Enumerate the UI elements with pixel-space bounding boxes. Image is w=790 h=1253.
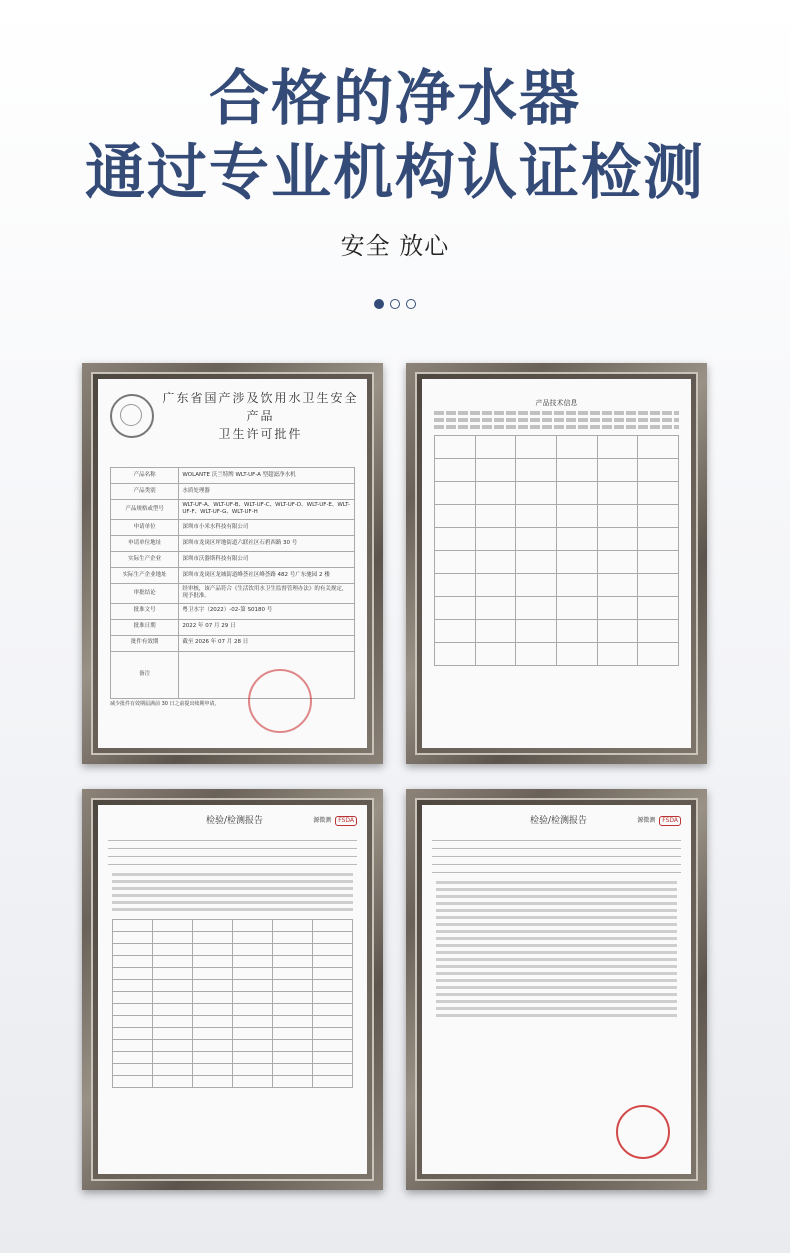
certificate-row	[111, 619, 355, 635]
certificate-field-value: 深圳市龙岗区龙城街道峰荟社区峰荟路 482 号广东驰园 2 楼	[179, 567, 355, 583]
lab-name: 源微测	[637, 817, 656, 825]
official-stamp-icon	[248, 669, 312, 733]
lab-logo	[313, 816, 357, 826]
certificate-field-label: 备注	[111, 651, 179, 698]
framed-test-report-2	[406, 789, 707, 1190]
certificate-subtitle: 卫生许可批件	[218, 427, 303, 441]
certificate-field-value: 粤卫水字（2022）-02-第 S0180 号	[179, 603, 355, 619]
lab-badge: FSDA	[335, 816, 357, 826]
certificate-row	[111, 500, 355, 520]
lab-name: 源微测	[313, 817, 332, 825]
certificate-title: 广东省国产涉及饮用水卫生安全产品	[162, 391, 359, 423]
carousel-indicator	[0, 299, 790, 309]
certificate-field-value: 水质处理器	[179, 484, 355, 500]
certificate-field-label: 申请单位地址	[111, 535, 179, 551]
headline-line-1: 合格的净水器	[209, 64, 581, 134]
certificate-field-value: 2022 年 07 月 29 日	[179, 619, 355, 635]
emblem-seal-icon	[110, 394, 154, 438]
certificate-field-label: 产品规格或型号	[111, 500, 179, 520]
product-spec-table	[434, 435, 679, 666]
certificate-field-value: 截至 2026 年 07 月 28 日	[179, 635, 355, 651]
subtitle: 安全 放心	[340, 232, 450, 260]
report-title: 检验/检测报告	[206, 816, 264, 826]
test-report-document	[98, 805, 367, 1174]
certificate-row	[111, 603, 355, 619]
certificate-row	[111, 535, 355, 551]
certificate-field-value: 深圳市沃器斯科技有限公司	[179, 551, 355, 567]
certificate-field-label: 实际生产企业	[111, 551, 179, 567]
inspection-stamp-icon	[616, 1105, 670, 1159]
certificate-footer: 减少批件有效期届满前 30 日之前提出续期申请。	[110, 700, 220, 707]
report-title: 检验/检测报告	[530, 816, 588, 826]
certificate-document	[98, 379, 367, 748]
hero	[0, 62, 790, 210]
certificate-field-label: 申请单位	[111, 519, 179, 535]
test-report-document	[422, 805, 691, 1174]
carousel-dot-3[interactable]	[406, 299, 416, 309]
framed-product-technical-info	[406, 363, 707, 764]
certificate-field-label: 实际生产企业地址	[111, 567, 179, 583]
certificate-row	[111, 468, 355, 484]
certificate-row	[111, 583, 355, 603]
certificate-field-label: 批准日期	[111, 619, 179, 635]
certificate-row	[111, 484, 355, 500]
headline-line-2: 通过专业机构认证检测	[85, 138, 705, 208]
certificate-field-value: WLT-UF-A、WLT-UF-B、WLT-UF-C、WLT-UF-D、WLT-UF-E、WLT-UF-F、WLT-UF-G、WLT-UF-H	[179, 500, 355, 520]
certificate-field-value: WOLANTE 沃兰特牌 WLT-UF-A 型超滤净水机	[179, 468, 355, 484]
certificate-row	[111, 651, 355, 698]
lab-logo	[637, 816, 681, 826]
carousel-dot-1[interactable]	[374, 299, 384, 309]
certificate-field-label: 产品名称	[111, 468, 179, 484]
product-info-title: 产品技术信息	[535, 399, 578, 407]
report-results-table	[112, 919, 353, 1088]
certificate-field-value: 经审核，该产品符合《生活饮用水卫生监督管理办法》的有关规定，现予批准。	[179, 583, 355, 603]
certificate-table	[110, 467, 355, 699]
carousel-dot-2[interactable]	[390, 299, 400, 309]
certificate-row	[111, 519, 355, 535]
certificate-field-label: 审批结论	[111, 583, 179, 603]
certificate-field-label: 批准文号	[111, 603, 179, 619]
framed-hygiene-certificate	[82, 363, 383, 764]
lab-badge: FSDA	[659, 816, 681, 826]
product-info-document	[422, 379, 691, 748]
framed-test-report-1	[82, 789, 383, 1190]
certificate-row	[111, 551, 355, 567]
certificate-field-label: 批件有效期	[111, 635, 179, 651]
certificate-row	[111, 567, 355, 583]
certificate-field-value: 深圳市小米水科技有限公司	[179, 519, 355, 535]
certificate-field-label: 产品类别	[111, 484, 179, 500]
certificate-row	[111, 635, 355, 651]
certificate-field-value: 深圳市龙岗区坪地街道六联社区石碧西路 30 号	[179, 535, 355, 551]
